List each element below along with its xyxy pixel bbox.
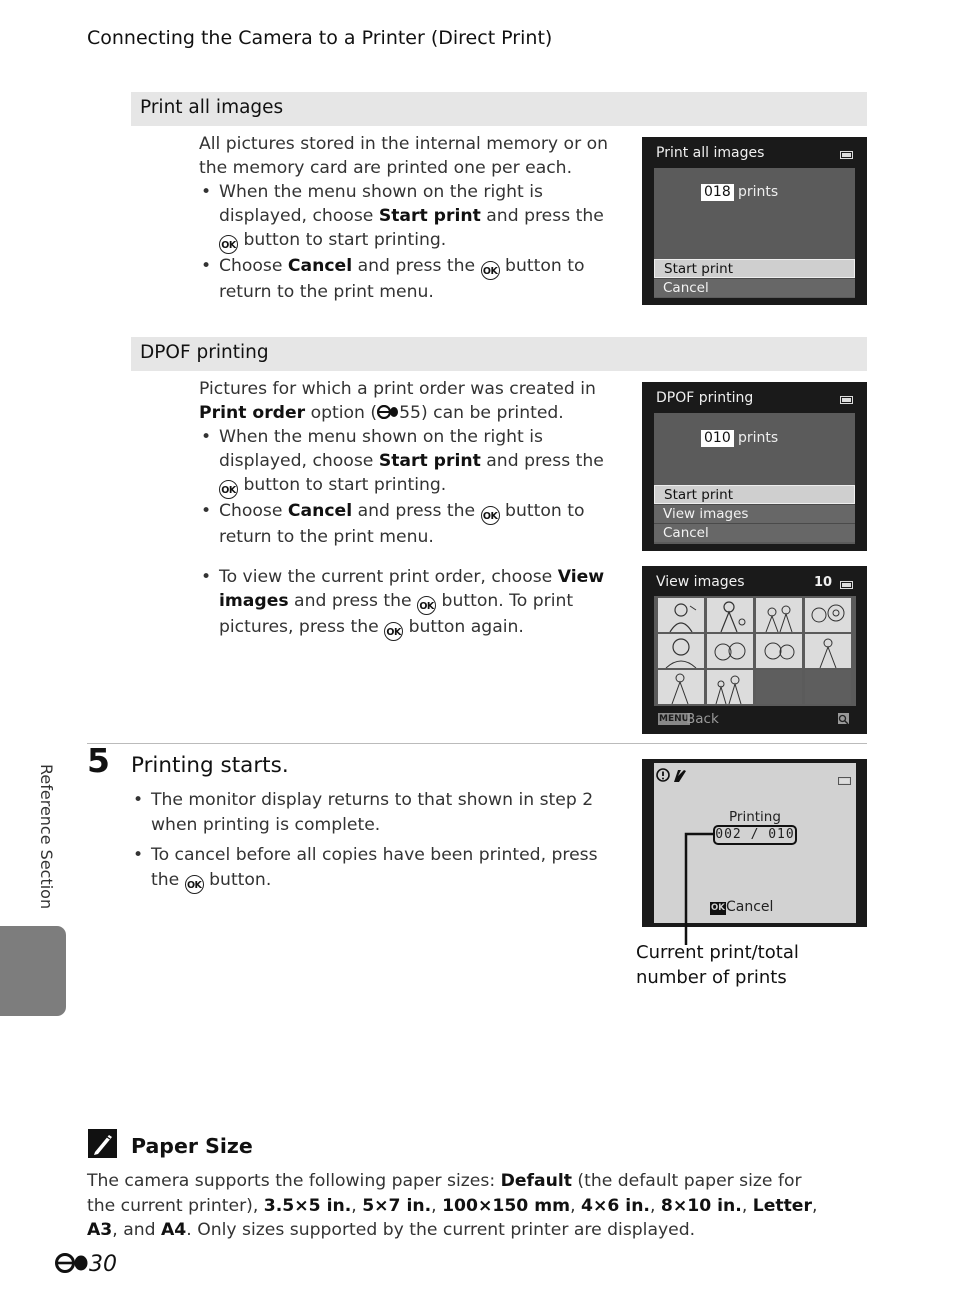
print-count-label: prints	[738, 184, 779, 200]
step5-body	[131, 788, 601, 894]
battery-icon	[840, 581, 853, 589]
camera-screen-view-images	[642, 566, 867, 734]
list-item: • Choose Cancel and press the OK button to return to the print menu.	[199, 254, 609, 304]
screen-title: DPOF printing	[656, 390, 754, 406]
ok-button-icon: OK	[711, 903, 725, 913]
menu-item-cancel[interactable]: Cancel	[654, 523, 855, 542]
battery-icon	[840, 151, 853, 159]
list-item: • When the menu shown on the right is displayed, choose Start print and press the OK button to start printing.	[199, 180, 609, 254]
callout-label: Current print/total number of prints	[636, 942, 799, 988]
note-title: Paper Size	[131, 1134, 253, 1158]
reference-section-icon	[377, 402, 399, 416]
thumbnail-empty	[756, 670, 802, 704]
list-item: • The monitor display returns to that shown in step 2 when printing is complete.	[131, 788, 601, 838]
screen-panel	[654, 413, 855, 544]
thumbnail[interactable]	[756, 598, 802, 632]
thumbnail[interactable]	[805, 598, 851, 632]
side-tab	[0, 926, 66, 1016]
menu-item-start-print[interactable]: Start print	[654, 259, 855, 278]
ok-button-icon: OK	[417, 596, 436, 615]
thumbnail[interactable]	[707, 670, 753, 704]
screen-title: View images	[656, 574, 745, 590]
list-item: • To view the current print order, choose View images and press the OK button. To print pictures, press the OK button again.	[199, 565, 609, 641]
menu-item-cancel[interactable]: Cancel	[654, 278, 855, 297]
list-item: • When the menu shown on the right is displayed, choose Start print and press the OK button to start printing.	[199, 425, 609, 499]
thumbnail[interactable]	[805, 634, 851, 668]
printing-label: Printing	[729, 809, 781, 825]
print-progress-counter: 002 / 010	[713, 825, 797, 845]
menu-item-start-print[interactable]: Start print	[654, 485, 855, 504]
menu-button-icon: MENU	[659, 714, 689, 724]
print-count: 018	[701, 184, 734, 201]
step-number: 5	[87, 741, 110, 780]
side-tab-label: Reference Section	[37, 764, 56, 910]
thumbnail[interactable]	[658, 670, 704, 704]
section-heading-dpof	[131, 337, 867, 371]
section-divider	[87, 743, 867, 744]
battery-icon	[840, 396, 853, 404]
thumbnail-grid	[654, 596, 856, 706]
print-count-label: prints	[738, 430, 779, 446]
section-heading-text: DPOF printing	[140, 342, 269, 363]
ok-button-icon: OK	[384, 622, 403, 641]
dpof-body	[199, 377, 609, 641]
ok-button-icon: OK	[481, 261, 500, 280]
dpof-intro: Pictures for which a print order was created in Print order option ( 55) can be printed.	[199, 379, 596, 423]
menu-item-view-images[interactable]: View images	[654, 504, 855, 523]
zoom-icon	[838, 713, 849, 724]
thumbnail[interactable]	[658, 634, 704, 668]
note-body: The camera supports the following paper sizes: Default (the default paper size for the current printer), 3.5×5 in., 5×7 in., 100×150 mm, 4×6 in., 8×10 in., Letter, A3, and A4. Only sizes supported by the current printer are displayed.	[87, 1171, 818, 1240]
camera-screen-dpof	[642, 382, 867, 551]
section-heading-print-all	[131, 92, 867, 126]
page-header-title: Connecting the Camera to a Printer (Direct Print)	[87, 27, 553, 49]
screen-panel	[654, 763, 856, 923]
list-item: • Choose Cancel and press the OK button to return to the print menu.	[199, 499, 609, 549]
print-all-intro: All pictures stored in the internal memory or on the memory card are printed one per each.	[199, 134, 609, 178]
camera-screen-printing	[642, 759, 867, 927]
step-title: Printing starts.	[131, 753, 289, 778]
print-count: 010	[701, 430, 734, 447]
image-count: 10	[814, 575, 833, 590]
ok-button-icon: OK	[219, 235, 238, 254]
list-item: • To cancel before all copies have been printed, press the OK button.	[131, 843, 601, 894]
camera-screen-print-all	[642, 137, 867, 305]
thumbnail[interactable]	[707, 634, 753, 668]
reference-section-icon	[55, 1253, 89, 1273]
print-all-body	[199, 132, 609, 304]
cancel-label: Cancel	[726, 899, 774, 915]
note-icon	[88, 1129, 117, 1158]
back-label: Back	[686, 711, 719, 727]
thumbnail[interactable]	[756, 634, 802, 668]
ok-button-icon: OK	[185, 875, 204, 894]
thumbnail-empty	[805, 670, 851, 704]
ok-button-icon: OK	[219, 480, 238, 499]
screen-panel	[654, 168, 855, 298]
ok-button-icon: OK	[481, 506, 500, 525]
thumbnail[interactable]	[707, 598, 753, 632]
thumbnail[interactable]	[658, 598, 704, 632]
pictbridge-icon	[656, 768, 690, 784]
screen-title: Print all images	[656, 145, 765, 161]
battery-icon	[838, 777, 851, 785]
page-number: 30	[55, 1252, 117, 1277]
section-heading-text: Print all images	[140, 97, 284, 118]
